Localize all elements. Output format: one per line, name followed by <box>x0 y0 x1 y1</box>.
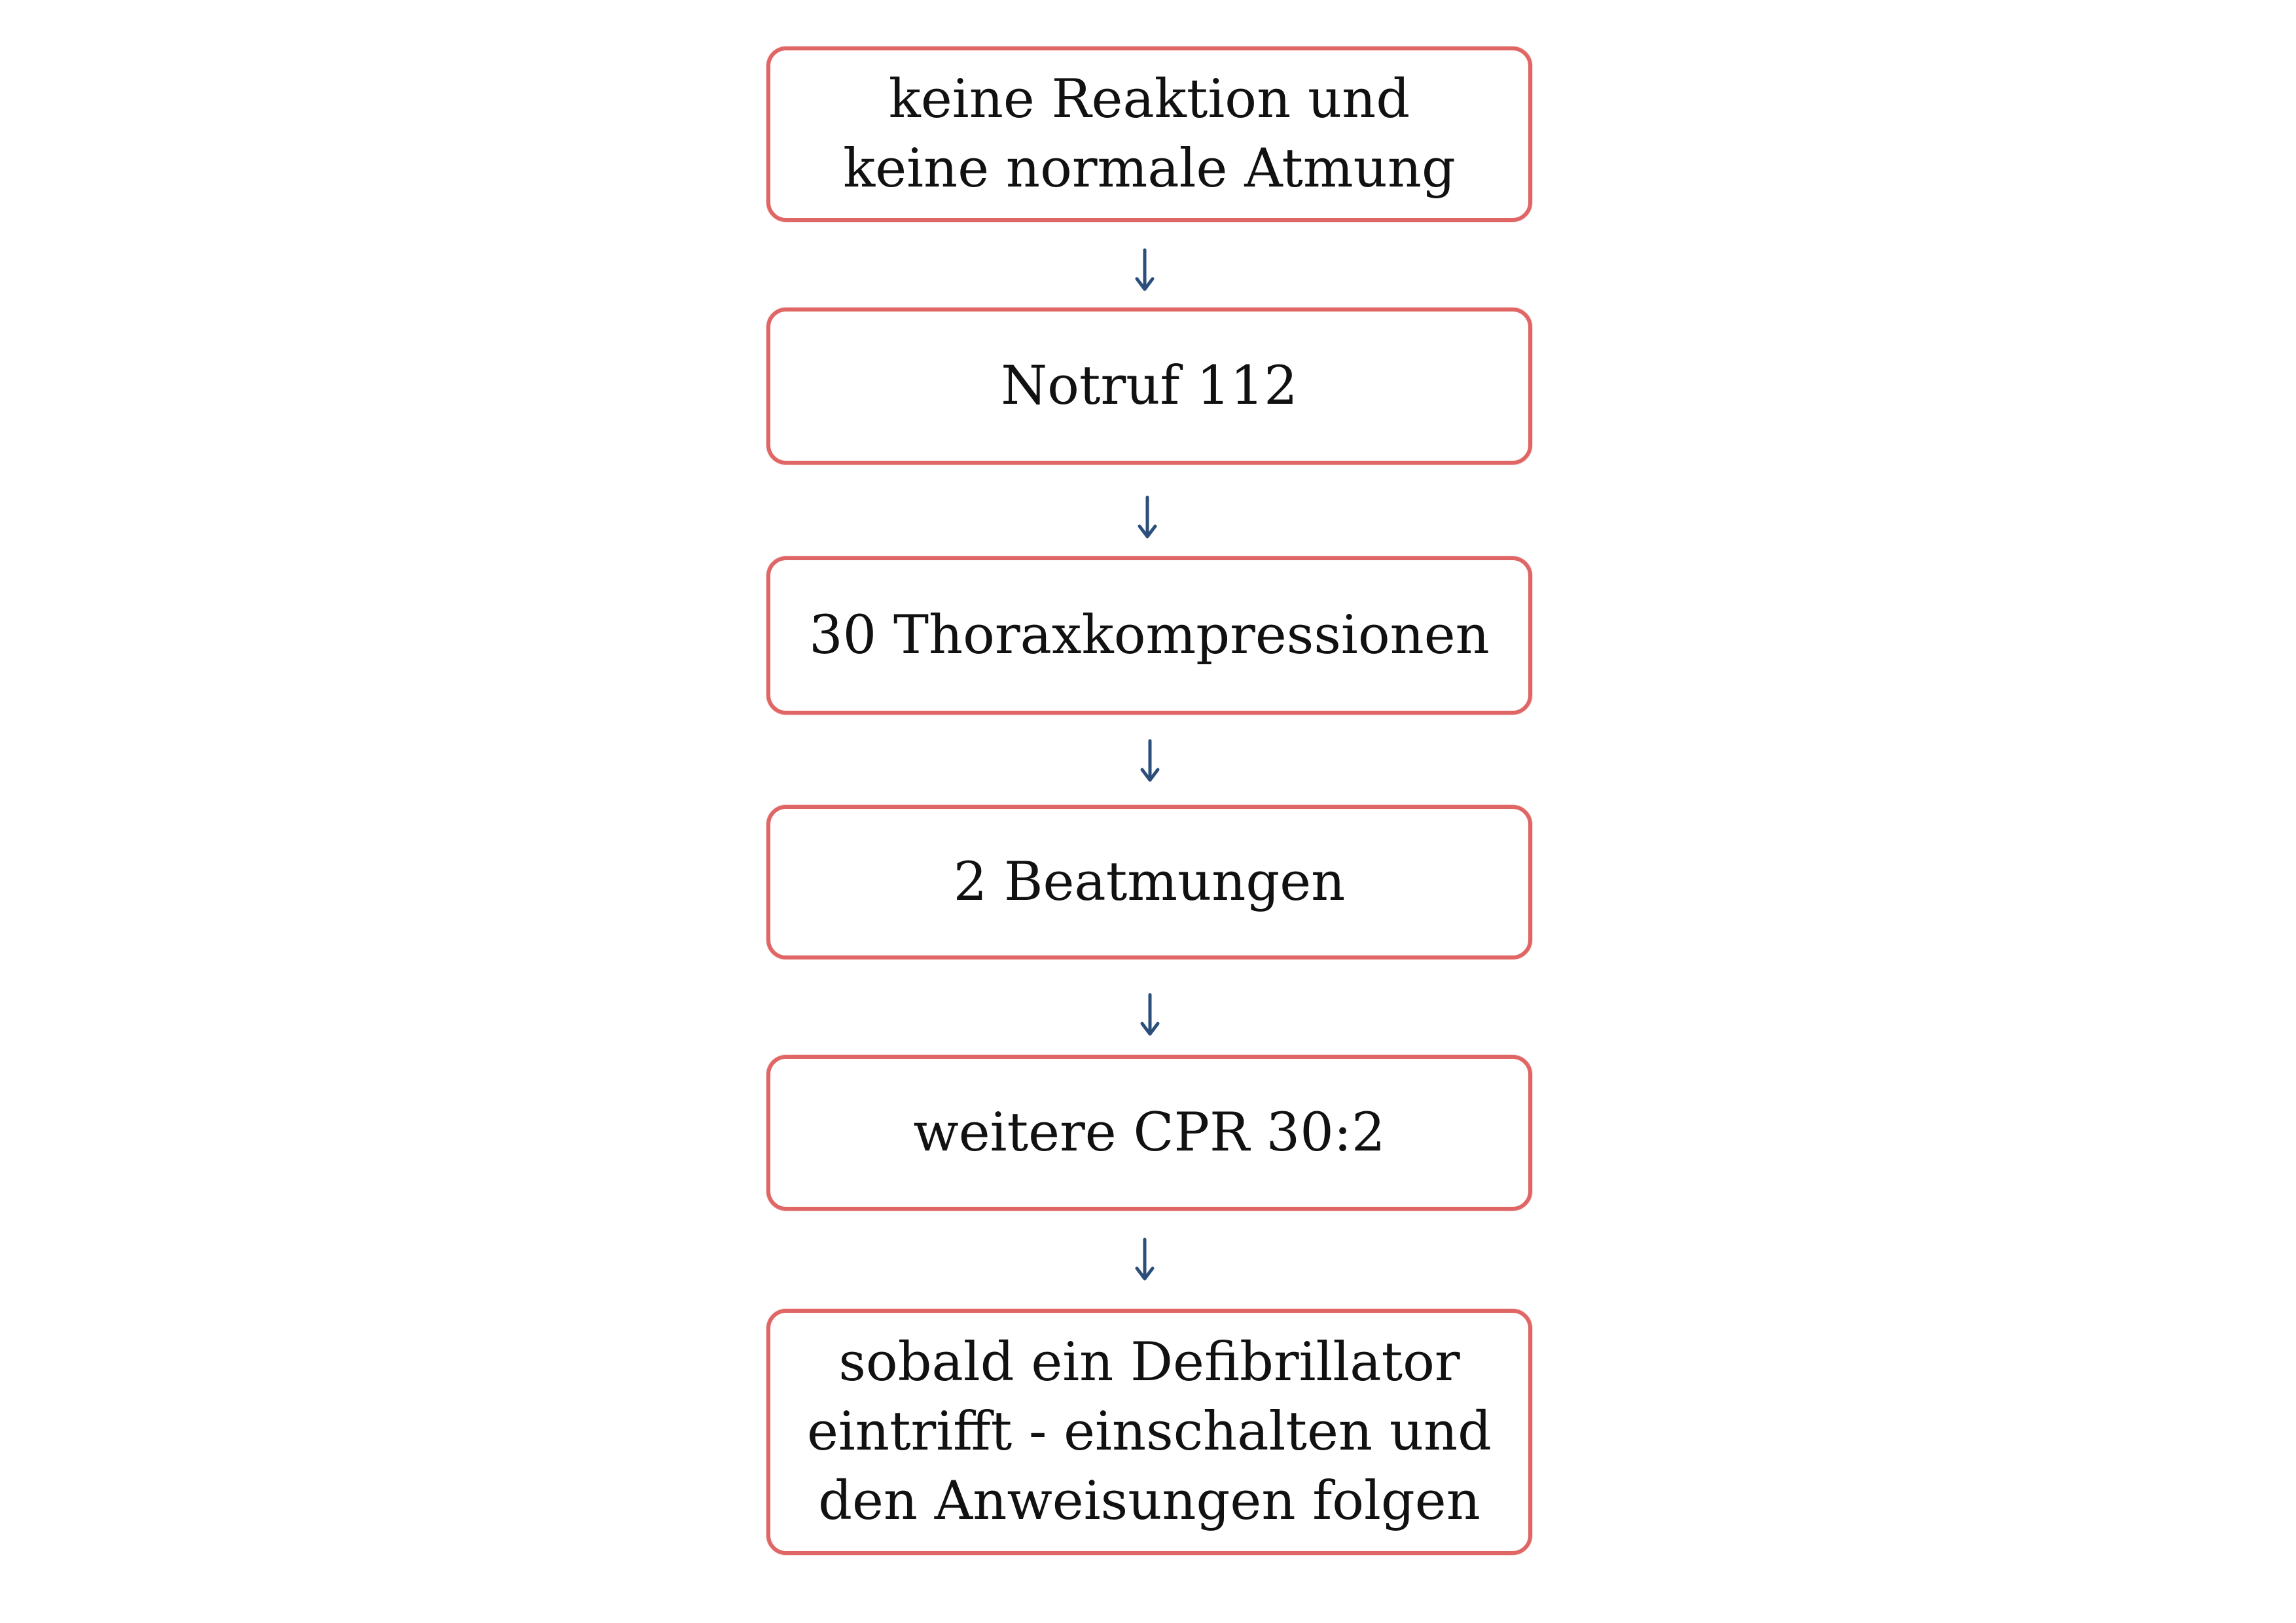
arrow-down-icon <box>1132 1237 1158 1283</box>
step-text-line: keine Reaktion und <box>888 69 1410 130</box>
arrow-down-icon <box>1137 992 1163 1038</box>
step-chest-compressions <box>766 556 1532 715</box>
arrow-down-icon <box>1134 495 1160 541</box>
step-text-line: sobald ein Defibrillator <box>838 1332 1460 1393</box>
arrow-down-icon <box>1137 738 1163 784</box>
step-text-line: keine normale Atmung <box>843 138 1456 200</box>
step-rescue-breaths <box>766 805 1532 959</box>
arrow-down-icon <box>1132 247 1158 293</box>
step-no-response <box>766 46 1532 222</box>
step-text-line: weitere CPR 30:2 <box>913 1102 1386 1164</box>
step-text-line: Notruf 112 <box>1001 355 1298 417</box>
step-text-line: 30 Thoraxkompressionen <box>809 605 1490 666</box>
step-text-line: den Anweisungen folgen <box>818 1471 1480 1532</box>
step-text-line: 2 Beatmungen <box>953 851 1346 913</box>
step-defibrillator <box>766 1309 1532 1555</box>
step-continue-cpr <box>766 1055 1532 1211</box>
step-emergency-call <box>766 308 1532 465</box>
step-text-line: eintrifft - einschalten und <box>806 1401 1492 1463</box>
